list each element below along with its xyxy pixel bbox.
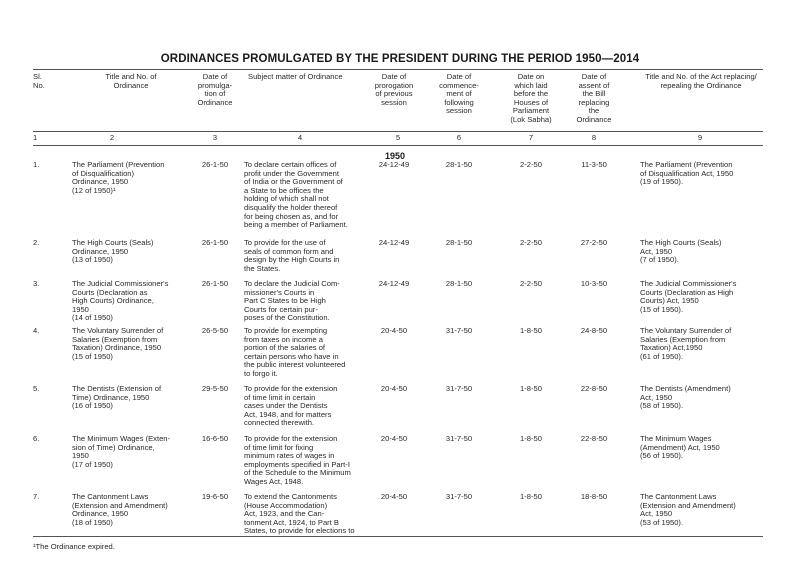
row-3-subject: To declare the Judicial Com- missioner's Courts in Part C States to be High Courts for certain pur- poses of the Constitution. <box>244 279 340 323</box>
row-5-title: The Dentists (Extension of Time) Ordinance, 1950 (16 of 1950) <box>72 384 162 411</box>
column-header-laid-date: Date on which laid before the Houses of Parliament (Lok Sabha) <box>510 72 552 124</box>
row-1-promulgation-date: 26-1-50 <box>201 160 229 169</box>
row-6-subject: To provide for the extension of time limit for fixing minimum rates of wages in employments specified in Part-I of the Schedule to the Minimum Wages Act, 1948. <box>244 434 351 486</box>
row-1-sl: 1. <box>33 160 40 169</box>
row-4-replacing-act: The Voluntary Surrender of Salaries (Exemption from Taxation) Act,1950 (61 of 1950). <box>640 326 732 361</box>
column-header-replacing-act: Title and No. of the Act replacing/ repealing the Ordinance <box>645 72 757 90</box>
row-1-laid-date: 2-2-50 <box>520 160 542 169</box>
row-3-sl: 3. <box>33 279 40 288</box>
row-7-prorogation-date: 20-4-50 <box>380 492 408 501</box>
row-3-assent-date: 10-3-50 <box>580 279 608 288</box>
column-header-title: Title and No. of Ordinance <box>105 72 157 90</box>
row-7-title: The Cantonment Laws (Extension and Amendment) Ordinance, 1950 (18 of 1950) <box>72 492 168 527</box>
row-6-sl: 6. <box>33 434 40 443</box>
column-number: 3 <box>212 133 218 142</box>
row-4-prorogation-date: 20-4-50 <box>380 326 408 335</box>
row-7-sl: 7. <box>33 492 40 501</box>
row-6-prorogation-date: 20-4-50 <box>380 434 408 443</box>
row-6-laid-date: 1-8-50 <box>520 434 542 443</box>
row-2-assent-date: 27-2-50 <box>580 238 608 247</box>
column-header-prorogation-date: Date of prorogation of previous session <box>374 72 414 107</box>
row-5-sl: 5. <box>33 384 40 393</box>
column-number: 2 <box>109 133 115 142</box>
row-5-assent-date: 22-8-50 <box>580 384 608 393</box>
column-number-rule <box>33 145 763 146</box>
row-6-assent-date: 22-8-50 <box>580 434 608 443</box>
document-title: ORDINANCES PROMULGATED BY THE PRESIDENT DURING THE PERIOD 1950—2014 <box>160 53 640 65</box>
row-4-title: The Voluntary Surrender of Salaries (Exemption from Taxation) Ordinance, 1950 (15 of 1950) <box>72 326 164 361</box>
row-3-title: The Judicial Commissioner's Courts (Declaration as High Courts) Ordinance, 1950 (14 of 1950) <box>72 279 169 323</box>
row-2-commencement-date: 28-1-50 <box>445 238 473 247</box>
column-number: 6 <box>456 133 462 142</box>
row-2-replacing-act: The High Courts (Seals) Act, 1950 (7 of 1950). <box>640 238 722 265</box>
row-1-prorogation-date: 24-12-49 <box>378 160 410 169</box>
row-7-replacing-act: The Cantonment Laws (Extension and Amendment) Act, 1950 (53 of 1950). <box>640 492 736 527</box>
header-top-rule <box>33 69 763 70</box>
column-number: 1 <box>33 133 38 142</box>
row-1-replacing-act: The Parliament (Prevention of Disqualification Act, 1950 (19 of 1950). <box>640 160 734 187</box>
row-5-promulgation-date: 29-5-50 <box>201 384 229 393</box>
row-3-replacing-act: The Judicial Commissioner's Courts (Declaration as High Courts) Act, 1950 (15 of 1950). <box>640 279 737 314</box>
row-4-commencement-date: 31-7-50 <box>445 326 473 335</box>
row-4-laid-date: 1-8-50 <box>520 326 542 335</box>
footnote: ¹The Ordinance expired. <box>33 542 115 551</box>
row-3-prorogation-date: 24-12-49 <box>378 279 410 288</box>
column-number: 9 <box>697 133 703 142</box>
row-6-replacing-act: The Minimum Wages (Amendment) Act, 1950 (56 of 1950). <box>640 434 720 461</box>
row-6-commencement-date: 31-7-50 <box>445 434 473 443</box>
row-2-laid-date: 2-2-50 <box>520 238 542 247</box>
table-bottom-rule <box>33 536 763 537</box>
row-7-assent-date: 18-8-50 <box>580 492 608 501</box>
column-header-promulgation-date: Date of promulga- tion of Ordinance <box>197 72 233 107</box>
row-5-laid-date: 1-8-50 <box>520 384 542 393</box>
column-header-sl: Sl. No. <box>33 72 45 90</box>
row-4-sl: 4. <box>33 326 40 335</box>
row-1-assent-date: 11-3-50 <box>581 160 607 169</box>
row-7-subject: To extend the Cantonments (House Accommodation) Act, 1923, and the Can- tonment Act, 1924, to Part B States, to provide for elections to <box>244 492 355 536</box>
row-3-laid-date: 2-2-50 <box>520 279 542 288</box>
row-6-promulgation-date: 16-6-50 <box>201 434 229 443</box>
column-header-commencement-date: Date of commence- ment of following session <box>439 72 479 116</box>
row-1-commencement-date: 28-1-50 <box>445 160 473 169</box>
row-7-promulgation-date: 19-6-50 <box>201 492 229 501</box>
header-bottom-rule <box>33 131 763 132</box>
row-4-assent-date: 24-8-50 <box>580 326 608 335</box>
row-7-laid-date: 1-8-50 <box>520 492 542 501</box>
row-3-commencement-date: 28-1-50 <box>445 279 473 288</box>
row-2-title: The High Courts (Seals) Ordinance, 1950 (13 of 1950) <box>72 238 154 265</box>
row-3-promulgation-date: 26-1-50 <box>201 279 229 288</box>
column-number: 5 <box>395 133 401 142</box>
row-6-title: The Minimum Wages (Exten- sion of Time) Ordinance, 1950 (17 of 1950) <box>72 434 171 469</box>
row-5-prorogation-date: 20-4-50 <box>380 384 408 393</box>
row-4-subject: To provide for exempting from taxes on income a portion of the salaries of certain persons who have in the public interest volunteered to forgo it. <box>244 326 346 378</box>
column-header-assent-date: Date of assent of the Bill replacing the Ordinance <box>576 72 612 124</box>
row-4-promulgation-date: 26-5-50 <box>201 326 229 335</box>
row-1-title: The Parliament (Prevention of Disqualification) Ordinance, 1950 (12 of 1950)¹ <box>72 160 165 195</box>
row-2-promulgation-date: 26-1-50 <box>201 238 229 247</box>
row-5-commencement-date: 31-7-50 <box>445 384 473 393</box>
row-1-subject: To declare certain offices of profit under the Government of India or the Government of a State to be offices the holding of which shall not disqualify the holder thereof for being chosen as, and for being a member of Parliament. <box>244 160 348 230</box>
row-2-prorogation-date: 24-12-49 <box>378 238 410 247</box>
row-2-subject: To provide for the use of seals of common form and design by the High Courts in the States. <box>244 238 340 273</box>
row-2-sl: 2. <box>33 238 40 247</box>
year-label: 1950 <box>384 151 406 161</box>
column-number: 8 <box>591 133 597 142</box>
row-5-subject: To provide for the extension of time limit in certain cases under the Dentists Act, 1948, and for matters connected therewith. <box>244 384 338 428</box>
row-7-commencement-date: 31-7-50 <box>445 492 473 501</box>
column-number: 4 <box>297 133 303 142</box>
row-5-replacing-act: The Dentists (Amendment) Act, 1950 (58 of 1950). <box>640 384 731 411</box>
column-number: 7 <box>528 133 534 142</box>
column-header-subject: Subject matter of Ordinance <box>248 72 343 81</box>
